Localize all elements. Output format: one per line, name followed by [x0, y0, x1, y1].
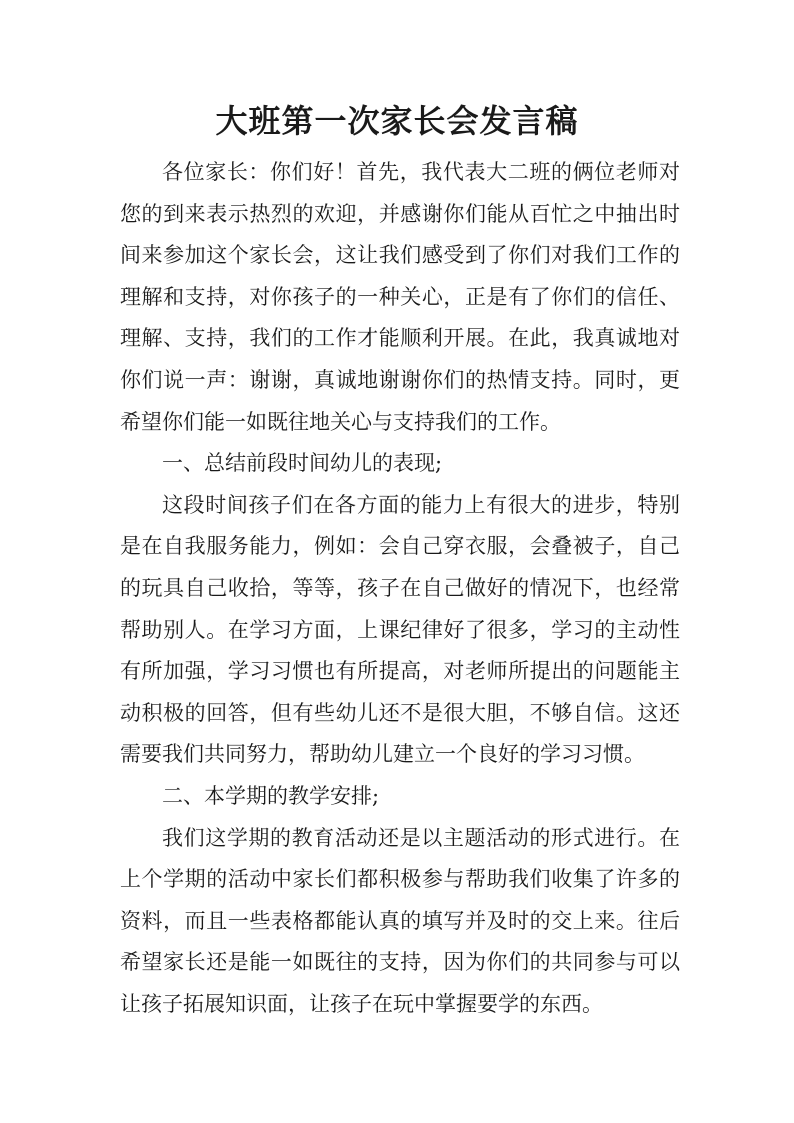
paragraph-teaching-plan: 我们这学期的教育活动还是以主题活动的形式进行。在上个学期的活动中家长们都积极参与帮助我们收集了许多的资料，而且一些表格都能认真的填写并及时的交上来。往后希望家长还是能一如既往的支持，因为你们的共同参与可以让孩子拓展知识面，让孩子在玩中掌握要学的东西。	[120, 825, 680, 1016]
document-title: 大班第一次家长会发言稿	[215, 102, 579, 140]
paragraph-greeting: 各位家长：你们好！首先，我代表大二班的俩位老师对您的到来表示热烈的欢迎，并感谢你们能从百忙之中抽出时间来参加这个家长会，这让我们感受到了你们对我们工作的理解和支持，对你孩子的一种关心，正是有了你们的信任、理解、支持，我们的工作才能顺利开展。在此，我真诚地对你们说一声：谢谢，真诚地谢谢你们的热情支持。同时，更希望你们能一如既往地关心与支持我们的工作。	[120, 160, 680, 434]
section-heading-1: 一、总结前段时间幼儿的表现;	[162, 451, 443, 476]
section-heading-2: 二、本学期的教学安排;	[162, 783, 380, 808]
document-body	[120, 152, 680, 1025]
paragraph-performance: 这段时间孩子们在各方面的能力上有很大的进步，特别是在自我服务能力，例如：会自己穿衣服，会叠被子，自己的玩具自己收拾，等等，孩子在自己做好的情况下，也经常帮助别人。在学习方面，上课纪律好了很多，学习的主动性有所加强，学习习惯也有所提高，对老师所提出的问题能主动积极的回答，但有些幼儿还不是很大胆，不够自信。这还需要我们共同努力，帮助幼儿建立一个良好的学习习惯。	[120, 492, 680, 767]
